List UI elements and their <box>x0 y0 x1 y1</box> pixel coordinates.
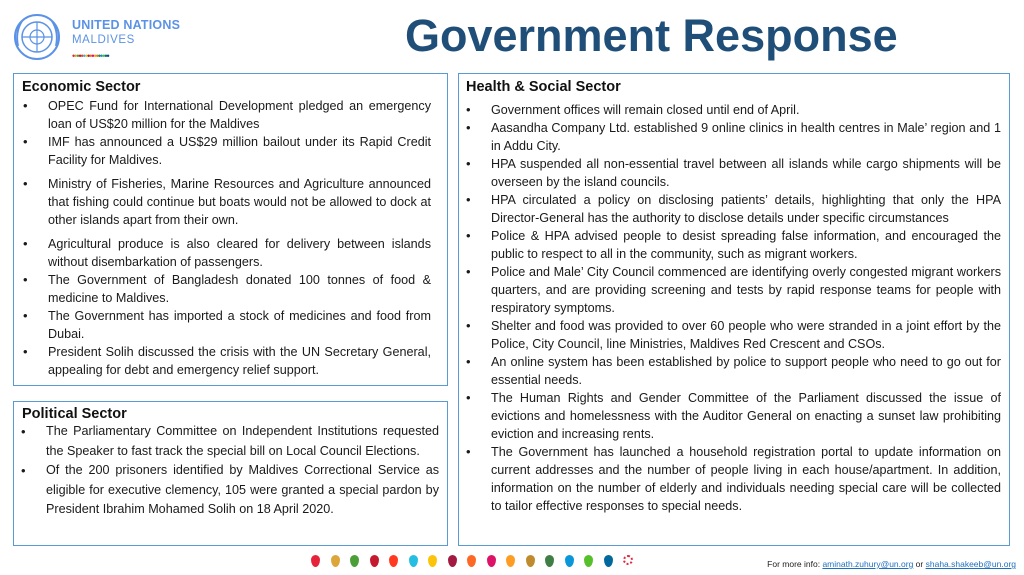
contact-info <box>767 559 1016 569</box>
bullet-icon: • <box>466 264 471 279</box>
bullet-icon: • <box>466 390 471 405</box>
un-maldives-logo <box>12 12 182 68</box>
country-name: MALDIVES <box>72 34 135 46</box>
list-item: • OPEC Fund for International Development pledged an emergency loan of US$20 million for the Maldives <box>23 98 431 131</box>
economic-sector-heading: Economic Sector <box>22 79 141 95</box>
logo-dot: • <box>87 51 90 61</box>
list-item: • President Solih discussed the crisis with the UN Secretary General, appealing for debt and emergency relief support. <box>23 344 431 377</box>
sdg-drop-icon <box>448 555 457 567</box>
bullet-icon: • <box>466 102 471 117</box>
list-item: • HPA suspended all non-essential travel between all islands while cargo shipments will be overseen by the island councils. <box>466 156 1001 189</box>
bullet-icon: • <box>23 98 28 113</box>
bullet-icon: • <box>23 272 28 287</box>
un-emblem-icon <box>12 12 62 62</box>
list-item: • Ministry of Fisheries, Marine Resources and Agriculture announced that fishing could continue but boats would not be allowed to dock at other islands apart from their own. <box>23 176 431 227</box>
email-link-2[interactable]: shaha.shakeeb@un.org <box>925 559 1016 569</box>
logo-dot: • <box>91 51 94 61</box>
logo-dot: • <box>82 51 85 61</box>
bullet-icon: • <box>21 424 26 439</box>
sdg-drop-icon <box>428 555 437 567</box>
list-item: • IMF has announced a US$29 million bailout under its Rapid Credit Facility for Maldives. <box>23 134 431 167</box>
org-name: UNITED NATIONS <box>72 18 181 32</box>
list-item: • Government offices will remain closed until end of April. <box>466 102 800 117</box>
sdg-color-dots <box>311 555 633 567</box>
logo-dot: • <box>76 51 79 61</box>
bullet-icon: • <box>23 176 28 191</box>
logo-dot: • <box>97 51 101 61</box>
list-item: • The Government has launched a household registration portal to update information on current addresses and the number of people living in each house/apartment. In addition, information on the number of elderly and individuals needing special care will be collected to tailor effective responses to special needs. <box>466 444 1001 513</box>
logo-dot: • <box>95 51 98 61</box>
contact-or: or <box>915 559 924 569</box>
sdg-drop-icon <box>467 555 476 567</box>
health-social-sector-list <box>466 101 1001 515</box>
sdg-drop-icon <box>311 555 320 567</box>
sdg-drop-icon <box>331 555 340 567</box>
sdg-drop-icon <box>526 555 535 567</box>
list-item: • HPA circulated a policy on disclosing patients’ details, highlighting that only the HPA Director-General has the authority to disclose details under specific circumstances <box>466 192 1001 225</box>
sdg-drop-icon <box>350 555 359 567</box>
logo-dot: • <box>89 51 92 61</box>
sdg-drop-icon <box>604 555 613 567</box>
list-item: • Shelter and food was provided to over 60 people who were stranded in a joint effort by the Police, City Council, line Ministries, Maldives Red Crescent and CSOs. <box>466 318 1001 351</box>
political-sector-panel <box>13 401 448 546</box>
bullet-icon: • <box>466 444 471 459</box>
bullet-icon: • <box>23 308 28 323</box>
bullet-icon: • <box>466 228 471 243</box>
list-item: • The Government has imported a stock of medicines and food from Dubai. <box>23 308 431 341</box>
logo-dot: • <box>93 51 96 61</box>
list-item: • Agricultural produce is also cleared for delivery between islands without disembarkation of passengers. <box>23 236 431 269</box>
logo-dot: • <box>72 51 75 61</box>
list-item: • An online system has been established by police to support people who need to go out for essential needs. <box>466 354 1001 387</box>
logo-dot: • <box>84 51 88 61</box>
list-item: • The Government of Bangladesh donated 100 tonnes of food & medicine to Maldives. <box>23 272 431 305</box>
sdg-drop-icon <box>506 555 515 567</box>
list-item: • Police and Male’ City Council commenced are identifying overly congested migrant workers quarters, and are providing screening and tests by rapid response teams for people with respiratory symptoms. <box>466 264 1001 315</box>
bullet-icon: • <box>466 354 471 369</box>
bullet-icon: • <box>23 344 28 359</box>
page-title: Government Response <box>405 10 898 61</box>
email-link-1[interactable]: aminath.zuhury@un.org <box>822 559 914 569</box>
health-social-sector-heading: Health & Social Sector <box>466 79 621 95</box>
contact-prefix: For more info: <box>767 559 821 569</box>
bullet-icon: • <box>23 134 28 149</box>
sdg-drop-icon <box>584 555 593 567</box>
sdg-drop-icon <box>389 555 398 567</box>
political-sector-heading: Political Sector <box>22 406 127 422</box>
logo-dot: • <box>102 51 105 61</box>
list-item: • Aasandha Company Ltd. established 9 online clinics in health centres in Male’ region and 1 in Addu City. <box>466 120 1001 153</box>
sdg-drop-icon <box>565 555 574 567</box>
logo-color-dots <box>72 52 109 61</box>
sdg-drop-icon <box>370 555 379 567</box>
logo-dot: • <box>80 51 83 61</box>
list-item: • The Human Rights and Gender Committee of the Parliament discussed the issue of evictions and homelessness with the Auditor General on enacting a sunset law prohibiting eviction and increasing rents. <box>466 390 1001 441</box>
list-item: • Of the 200 prisoners identified by Maldives Correctional Service as eligible for executive clemency, 105 were granted a special pardon by President Ibrahim Mohamed Solih on 18 April 2020. <box>21 463 439 516</box>
health-social-sector-panel <box>458 73 1010 546</box>
logo-dot: • <box>104 51 107 61</box>
bullet-icon: • <box>466 318 471 333</box>
list-item: • Police & HPA advised people to desist spreading false information, and encouraged the public to respect to all in the community, such as migrant workers. <box>466 228 1001 261</box>
bullet-icon: • <box>23 236 28 251</box>
bullet-icon: • <box>21 463 26 478</box>
logo-dot: • <box>106 51 109 61</box>
bullet-icon: • <box>466 120 471 135</box>
logo-dot: • <box>100 51 103 61</box>
economic-sector-list <box>22 97 431 379</box>
bullet-icon: • <box>466 156 471 171</box>
bullet-icon: • <box>466 192 471 207</box>
political-sector-list <box>22 422 439 520</box>
sdg-wheel-icon <box>623 555 633 565</box>
sdg-drop-icon <box>409 555 418 567</box>
sdg-drop-icon <box>487 555 496 567</box>
logo-dot: • <box>78 51 81 61</box>
list-item: • The Parliamentary Committee on Independent Institutions requested the Speaker to fast track the special bill on Local Council Elections. <box>21 424 439 458</box>
logo-dot: • <box>74 51 77 61</box>
economic-sector-panel <box>13 73 448 386</box>
sdg-drop-icon <box>545 555 554 567</box>
